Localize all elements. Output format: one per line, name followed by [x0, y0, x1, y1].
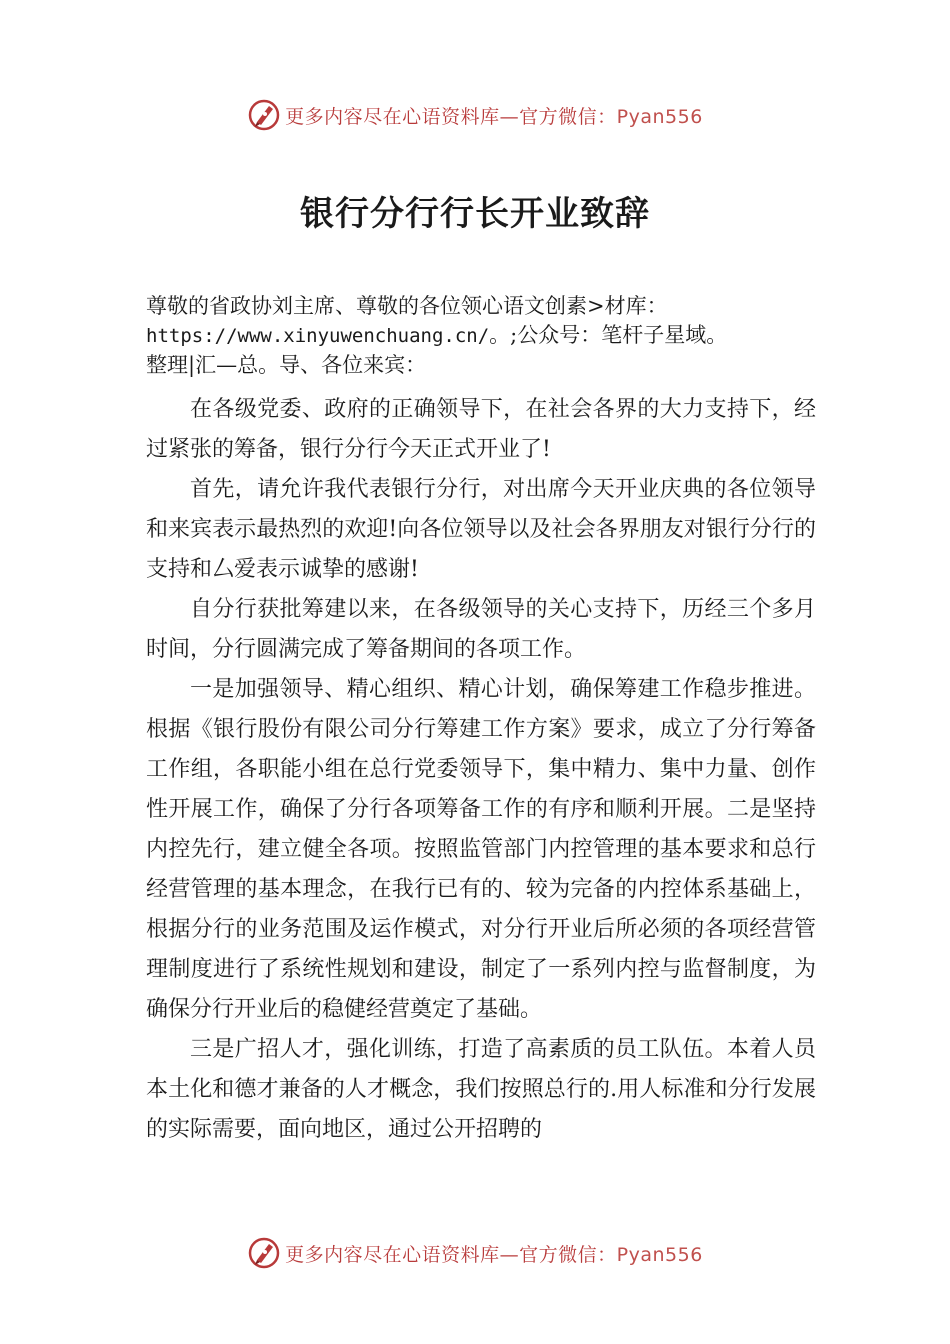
footer-banner [0, 1233, 950, 1273]
paragraph: 三是广招人才，强化训练，打造了高素质的员工队伍。本着人员本土化和德才兼备的人才概念，我们按照总行的.用人标准和分行发展的实际需要，面向地区，通过公开招聘的 [146, 1037, 816, 1142]
wechat-id: Pyan556 [616, 105, 703, 128]
paragraph: 首先，请允许我代表银行分行，对出席今天开业庆典的各位领导和来宾表示最热烈的欢迎!向各位领导以及社会各界朋友对银行分行的支持和厶爱表示诚挚的感谢! [146, 477, 816, 582]
salutation-url: https://www.xinyuwenchuang.cn/ [146, 325, 490, 347]
header-banner-text: 更多内容尽在心语资料库—官方微信：Pyan556 [285, 105, 703, 128]
footer-banner-text: 更多内容尽在心语资料库—官方微信：Pyan556 [285, 1243, 703, 1266]
paragraph: 自分行获批筹建以来，在各级领导的关心支持下，历经三个多月时间，分行圆满完成了筹备期间的各项工作。 [146, 597, 816, 662]
document-title: 银行分行行长开业致辞 [300, 194, 650, 234]
paragraph: 在各级党委、政府的正确领导下，在社会各界的大力支持下，经过紧张的筹备，银行分行今天正式开业了! [146, 397, 816, 462]
paragraph: 一是加强领导、精心组织、精心计划，确保筹建工作稳步推进。根据《银行股份有限公司分行筹建工作方案》要求，成立了分行筹备工作组，各职能小组在总行党委领导下，集中精力、集中力量、创作性开展工作，确保了分行各项筹备工作的有序和顺利开展。二是坚持内控先行，建立健全各项。按照监管部门内控管理的基本要求和总行经营管理的基本理念，在我行已有的、较为完备的内控体系基础上，根据分行的业务范围及运作模式，对分行开业后所必须的各项经营管理制度进行了系统性规划和建设，制定了一系列内控与监督制度，为确保分行开业后的稳健经营奠定了基础。 [146, 677, 816, 1022]
document-body [146, 292, 816, 1150]
wechat-id: Pyan556 [616, 1243, 703, 1266]
header-banner [0, 95, 950, 135]
pen-logo-icon [247, 1236, 281, 1270]
pen-logo-icon [247, 98, 281, 132]
salutation: 尊敬的省政协刘主席、尊敬的各位领心语文创素>材库： https://www.xinyuwenchuang.cn/。;公众号：笔杆子星域。 整理|汇—总。导、各位来宾： [146, 294, 728, 377]
